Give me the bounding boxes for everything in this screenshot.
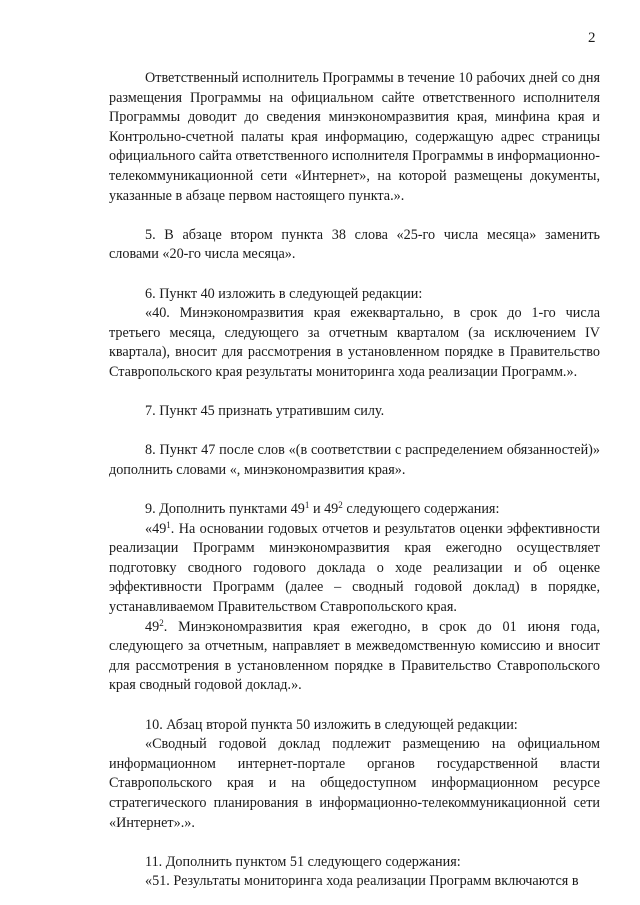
paragraph-gap <box>109 383 600 403</box>
text-run: . Минэкономразвития края ежегодно, в срок до 01 июня года, следующего за отчетным, направляет в межведомственную комиссию и вносит для рассмотрения в установленном порядке в Правительство Ставропольского края сводный годовой доклад.». <box>109 618 600 694</box>
superscript: 1 <box>166 519 171 530</box>
paragraph-responsible-executor: Ответственный исполнитель Программы в течение 10 рабочих дней со дня размещения Программы на официальном сайте ответственного исполнителя Программы доводит до сведения минэкономразвития края, минфина края и Контрольно-счетной палаты края информацию, содержащую адрес страницы официального сайта ответственного исполнителя Программы в информационно-телекоммуникационной сети «Интернет», на которой размещены документы, указанные в абзаце первом настоящего пункта.». <box>109 70 600 204</box>
paragraph-item-6-text: «40. Минэкономразвития края ежеквартально, в срок до 1-го числа третьего месяца, следующего за отчетным кварталом (за исключением IV квартала), вносит для рассмотрения в установленном порядке в Правительство Ставропольского края результаты мониторинга хода реализации Программ.». <box>109 305 600 380</box>
paragraph-gap <box>109 833 600 853</box>
text-run: . На основании годовых отчетов и результатов оценки эффективности реализации Программ минэкономразвития края ежегодно осуществляет подготовку сводного годового доклада о ходе реализации и об оценке эффективности Программ (далее – сводный годовой доклад) в порядке, устанавливаемом Правительством Ставропольского края. <box>109 520 600 616</box>
text-run: 49 <box>145 618 160 635</box>
paragraph-item-9 <box>109 500 600 520</box>
paragraph-item-7: 7. Пункт 45 признать утратившим силу. <box>145 403 385 420</box>
superscript: 2 <box>338 500 343 511</box>
paragraph-gap <box>109 696 600 716</box>
document-body <box>109 69 600 892</box>
paragraph-item-10-text: «Сводный годовой доклад подлежит размещению на официальном информационном интернет-портале органов государственной власти Ставропольского края и на общедоступном информационном ресурсе стратегического планирования в информационно-телекоммуникационной сети «Интернет».». <box>109 736 600 831</box>
paragraph-item-11-text: «51. Результаты мониторинга хода реализации Программ включаются в <box>145 873 579 890</box>
paragraph-gap <box>109 265 600 285</box>
text-run: «49 <box>145 520 167 537</box>
paragraph-item-8: 8. Пункт 47 после слов «(в соответствии с распределением обязанностей)» дополнить словами «, минэкономразвития края». <box>109 442 600 478</box>
page-number: 2 <box>588 30 596 46</box>
text-run: и 49 <box>309 501 339 518</box>
text-run: следующего содержания: <box>342 501 500 518</box>
paragraph-gap <box>109 422 600 442</box>
superscript: 1 <box>304 500 310 511</box>
paragraph-item-49-1 <box>109 520 600 618</box>
paragraph-item-49-2 <box>109 618 600 696</box>
paragraph-item-6: 6. Пункт 40 изложить в следующей редакции: <box>145 285 423 302</box>
paragraph-gap <box>109 480 600 500</box>
paragraph-item-5: 5. В абзаце втором пункта 38 слова «25-го числа месяца» заменить словами «20-го числа месяца». <box>109 226 600 263</box>
paragraph-item-10: 10. Абзац второй пункта 50 изложить в следующей редакции: <box>145 716 518 733</box>
text-run: 9. Дополнить пунктами 49 <box>145 501 305 518</box>
paragraph-item-11: 11. Дополнить пунктом 51 следующего содержания: <box>145 853 461 870</box>
superscript: 2 <box>159 617 164 628</box>
paragraph-gap <box>109 206 600 226</box>
